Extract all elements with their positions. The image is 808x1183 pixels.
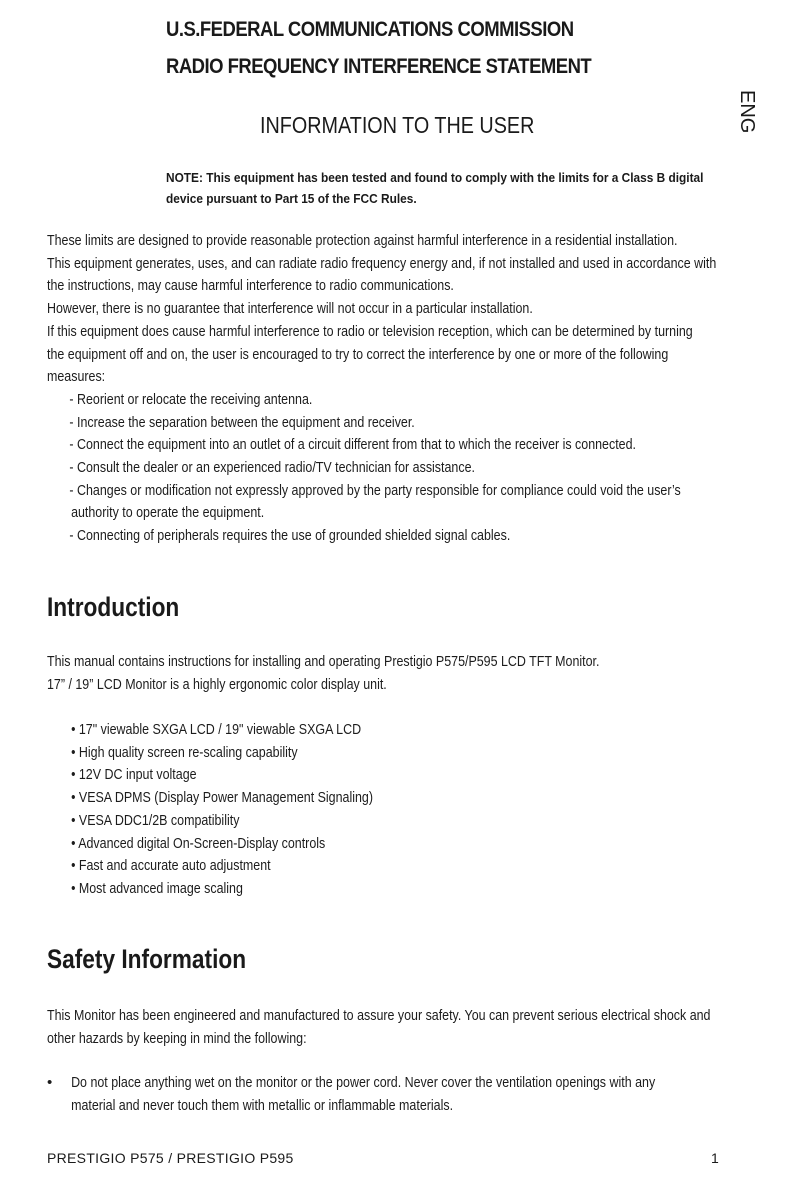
fcc-note (166, 167, 786, 209)
feature-item: • 17" viewable SXGA LCD / 19" viewable SXGA LCD (71, 721, 362, 738)
feature-item: • Most advanced image scaling (71, 879, 243, 897)
safety-bullet-item (47, 1072, 727, 1117)
measure-item: - Reorient or relocate the receiving antenna. (69, 390, 313, 408)
measure-item-continuation: authority to operate the equipment. (71, 504, 265, 522)
note-line: NOTE: This equipment has been tested and found to comply with the limits for a Class B digital (166, 170, 704, 185)
safety-bullet-line: material and never touch them with metallic or inflammable materials. (71, 1096, 454, 1114)
feature-list (47, 719, 727, 901)
feature-item: • 12V DC input voltage (71, 766, 197, 784)
feature-item: • VESA DDC1/2B compatibility (71, 811, 240, 829)
fcc-title-line-1: U.S.FEDERAL COMMUNICATIONS COMMISSION (166, 17, 574, 41)
section-subtitle: INFORMATION TO THE USER (260, 112, 535, 138)
safety-line: other hazards by keeping in mind the following: (47, 1029, 307, 1047)
fcc-title-line-2: RADIO FREQUENCY INTERFERENCE STATEMENT (166, 54, 592, 78)
note-line: device pursuant to Part 15 of the FCC Rules. (166, 191, 417, 206)
fcc-statement (47, 230, 727, 548)
safety-line: This Monitor has been engineered and manufactured to assure your safety. You can prevent serious electrical shock and (47, 1007, 711, 1024)
fcc-line: However, there is no guarantee that interference will not occur in a particular installation. (47, 300, 533, 318)
fcc-line: If this equipment does cause harmful interference to radio or television reception, which can be determined by turning (47, 322, 693, 340)
measure-item: - Increase the separation between the equipment and receiver. (69, 413, 415, 431)
fcc-line: measures: (47, 368, 106, 386)
safety-bullet (47, 1072, 727, 1117)
language-tab (736, 90, 768, 134)
page-number: 1 (711, 1150, 719, 1166)
safety-text (47, 1005, 727, 1050)
measure-item: - Consult the dealer or an experienced radio/TV technician for assistance. (69, 459, 475, 477)
measure-item: - Connecting of peripherals requires the use of grounded shielded signal cables. (69, 527, 511, 545)
bullet-mark: • (47, 1074, 53, 1091)
introduction-text (47, 651, 727, 696)
fcc-line: This equipment generates, uses, and can radiate radio frequency energy and, if not installed and used in accordance with (47, 254, 717, 272)
measure-item: - Changes or modification not expressly approved by the party responsible for compliance could void the user’s (69, 481, 681, 499)
fcc-line: the instructions, may cause harmful interference to radio communications. (47, 277, 454, 295)
fcc-line: These limits are designed to provide reasonable protection against harmful interference in a residential installation. (47, 232, 678, 249)
intro-line: 17” / 19” LCD Monitor is a highly ergonomic color display unit. (47, 675, 387, 693)
intro-line: This manual contains instructions for installing and operating Prestigio P575/P595 LCD TFT Monitor. (47, 653, 600, 670)
safety-heading: Safety Information (47, 944, 247, 974)
feature-item: • Advanced digital On-Screen-Display controls (71, 834, 326, 852)
feature-item: • High quality screen re-scaling capability (71, 743, 298, 761)
fcc-line: the equipment off and on, the user is encouraged to try to correct the interference by one or more of the following (47, 345, 669, 363)
footer-model: PRESTIGIO P575 / PRESTIGIO P595 (47, 1150, 294, 1166)
safety-bullet-line: Do not place anything wet on the monitor or the power cord. Never cover the ventilation openings with any (71, 1074, 656, 1091)
measure-item: - Connect the equipment into an outlet of a circuit different from that to which the receiver is connected. (69, 436, 636, 454)
introduction-heading: Introduction (47, 592, 180, 622)
feature-item: • VESA DPMS (Display Power Management Signaling) (71, 789, 373, 807)
language-tag-text: ENG (736, 90, 758, 134)
feature-item: • Fast and accurate auto adjustment (71, 857, 271, 875)
